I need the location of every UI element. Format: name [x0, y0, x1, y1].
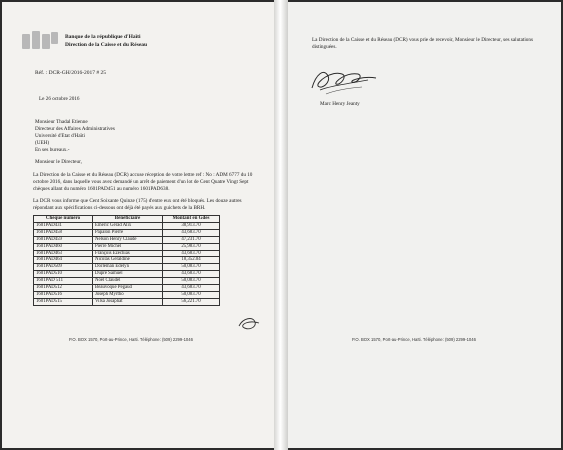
cheque-number-cell: 1601PAD460	[34, 243, 93, 250]
beneficiary-cell: Dupré Samuel	[93, 271, 163, 278]
beneficiary-cell: François Ezechias	[93, 250, 163, 257]
column-header: Bénéficiaire	[93, 216, 163, 223]
body-paragraph-2: La DCR vous informe que Cent Soixante Quinze (175) d'entre eux ont été bloqués. Les douze autres répondant aux spécifications ci-dessous ont déjà été payés aux guichets de la BRH.	[33, 198, 242, 212]
table-row	[34, 278, 220, 285]
cheque-number-cell: 1601PAD431	[34, 222, 93, 229]
amount-cell: 47,231.70	[163, 236, 220, 243]
signatory-name: Marc Henry Jeanty	[320, 101, 360, 107]
table-row	[34, 250, 220, 257]
table-row	[34, 271, 220, 278]
salutation: Monsieur le Directeur,	[35, 159, 82, 165]
reference-number: Réf. : DCR-GH/2016-2017 # 25	[35, 70, 107, 76]
page-footer: P.O. BOX 1570, Port-au-Prince, Haïti. Téléphone: (509) 2299-1046	[352, 337, 476, 342]
recipient-institution: Université d'Etat d'Haïti	[35, 133, 85, 139]
amount-cell: 43,683.70	[163, 285, 220, 292]
table-row	[34, 229, 220, 236]
amount-cell: 18,352.04	[163, 257, 220, 264]
cheque-table	[33, 215, 220, 306]
cheque-number-cell: 1601PAD459	[34, 236, 93, 243]
amount-cell: 25,983.70	[163, 243, 220, 250]
recipient-abbrev: (UEH)	[35, 140, 50, 146]
amount-cell: 50,083.70	[163, 264, 220, 271]
beneficiary-cell: Noël Claudel	[93, 278, 163, 285]
amount-cell: 43,683.70	[163, 229, 220, 236]
recipient-name: Monsieur Thadal Etienne	[35, 119, 88, 125]
department-name: Direction de la Caisse et du Réseau	[65, 42, 148, 48]
beneficiary-cell: Dorleman Edelyn	[93, 264, 163, 271]
cheque-number-cell: 1601PAD 511	[34, 278, 93, 285]
recipient-title: Directeur des Affaires Administratives	[35, 126, 115, 132]
amount-cell: 43,683.70	[163, 250, 220, 257]
amount-cell: 56,221.70	[163, 298, 220, 305]
cheque-number-cell: 1601PAD464	[34, 257, 93, 264]
letter-page-2	[288, 2, 561, 448]
table-row	[34, 257, 220, 264]
amount-cell: 38,913.70	[163, 222, 220, 229]
letter-page-1	[2, 2, 274, 448]
beneficiary-cell: Nelson Henry Claude	[93, 236, 163, 243]
beneficiary-cell: Pierre Michel	[93, 243, 163, 250]
table-header-row	[34, 216, 220, 223]
cheque-number-cell: 1601PAD510	[34, 271, 93, 278]
beneficiary-cell: Joseph Myrtho	[93, 291, 163, 298]
beneficiary-cell: Emeric Gérad Alix	[93, 222, 163, 229]
beneficiary-cell: Beauvoque Pegaud	[93, 285, 163, 292]
brh-logo	[22, 31, 58, 49]
amount-cell: 50,083.70	[163, 291, 220, 298]
table-row	[34, 222, 220, 229]
body-paragraph-1: La Direction de la Caisse et du Réseau (DCR) accuse réception de votre lettre ref : No : ADM 6777 du 10 octobre 2016, dans laquelle vous avez demandé un arrêt de paiement d'un lot de Cent Quatre Vingt Sept chèques allant du numéro 1601PAD451 au numéro 1601PAD638.	[33, 172, 253, 193]
cheque-number-cell: 1601PAD516	[34, 291, 93, 298]
cheque-number-cell: 1601PAD463	[34, 250, 93, 257]
table-row	[34, 285, 220, 292]
table-row	[34, 298, 220, 305]
cheque-number-cell: 1601PAD515	[34, 298, 93, 305]
recipient-location: En ses bureaux.-	[35, 147, 70, 153]
beneficiary-cell: Vilsa Josaphat	[93, 298, 163, 305]
closing-paragraph: La Direction de la Caisse et du Réseau (DCR) vous prie de recevoir, Monsieur le Directeur, ses salutations distinguées.	[312, 37, 533, 51]
cheque-number-cell: 1601PAD458	[34, 229, 93, 236]
letter-date: Le 26 octobre 2016	[39, 96, 80, 102]
cheque-number-cell: 1601PAD512	[34, 285, 93, 292]
amount-cell: 50,083.70	[163, 278, 220, 285]
page-gutter	[274, 0, 288, 450]
handwritten-signature	[306, 60, 381, 100]
table-row	[34, 291, 220, 298]
table-row	[34, 243, 220, 250]
column-header: Montant en Gdes	[163, 216, 220, 223]
amount-cell: 43,683.70	[163, 271, 220, 278]
initials-mark	[235, 314, 263, 334]
page-footer: P.O. BOX 1570, Port-au-Prince, Haïti. Téléphone: (509) 2299-1046	[69, 337, 193, 342]
bank-name: Banque de la république d'Haïti	[65, 34, 141, 40]
table-row	[34, 264, 220, 271]
column-header: Chèque numéro	[34, 216, 93, 223]
beneficiary-cell: Nicolas Geraldine	[93, 257, 163, 264]
table-row	[34, 236, 220, 243]
cheque-number-cell: 1601PAD509	[34, 264, 93, 271]
beneficiary-cell: Papalon Pierre	[93, 229, 163, 236]
